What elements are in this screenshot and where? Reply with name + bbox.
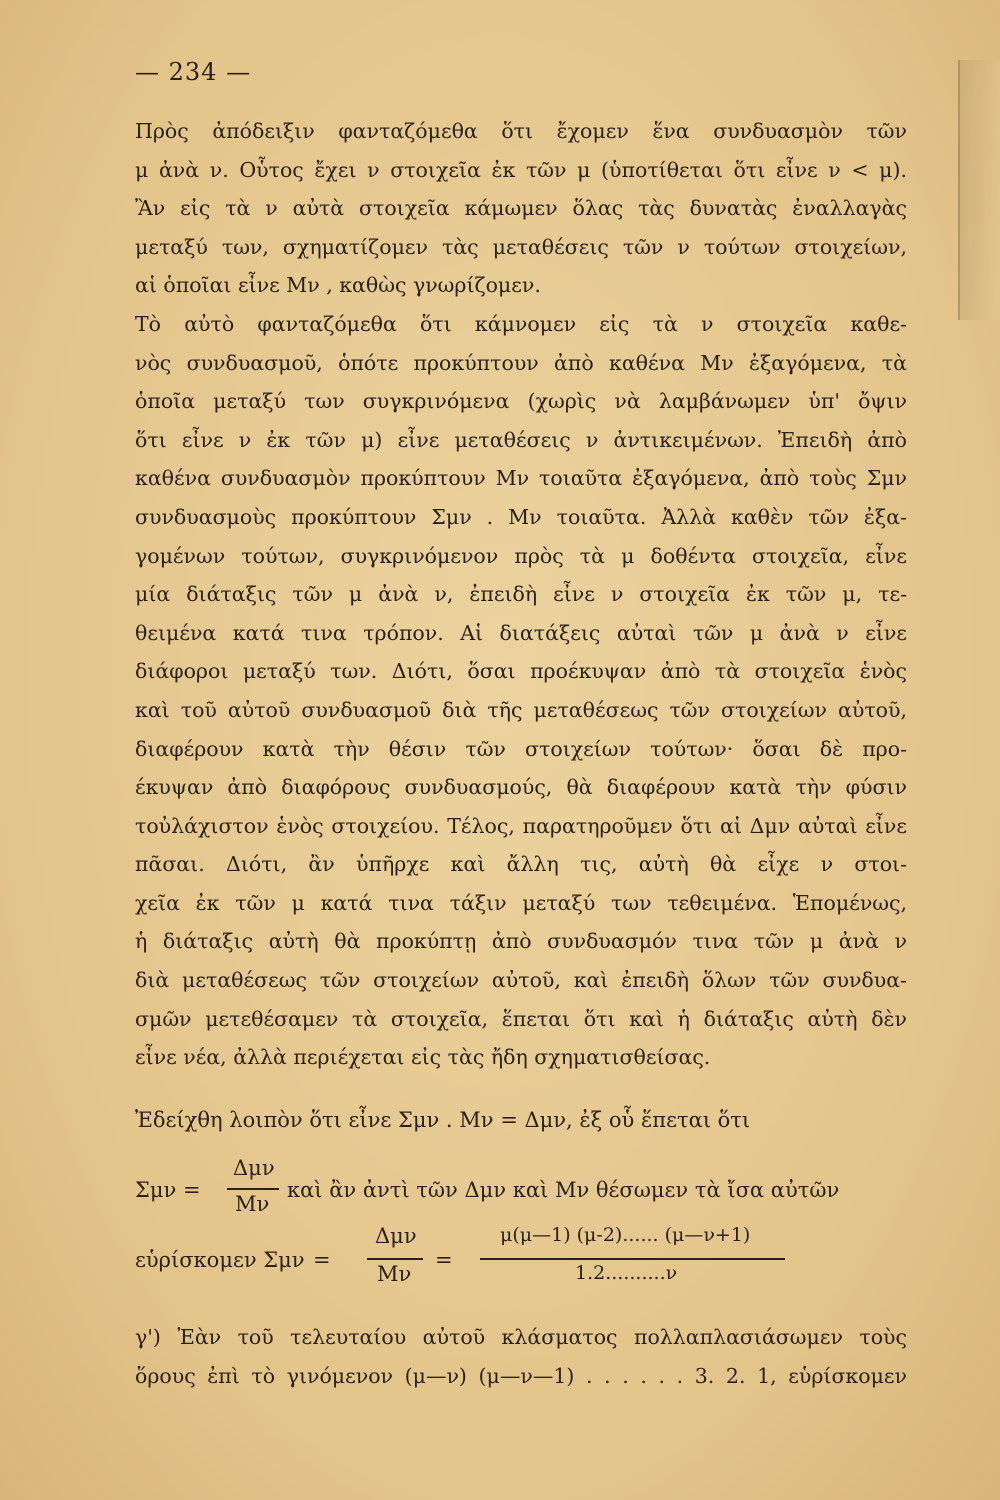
text-line: έκυψαν ἀπὸ διαφόρους συνδυασμούς, θὰ διαφέρουν κατὰ τὴν φύσιν — [135, 775, 907, 800]
page-crease — [958, 60, 1000, 320]
text-line: αἱ ὁποῖαι εἶνε Mν , καθὼς γνωρίζομεν. — [135, 273, 541, 298]
fraction-bar — [367, 1258, 423, 1260]
text-line: εἶνε νέα, ἀλλὰ περιέχεται εἰς τὰς ἤδη σχηματισθείσας. — [135, 1045, 711, 1070]
eq-denominator: Mν — [377, 1262, 412, 1286]
text-line: μία διάταξις τῶν μ ἀνὰ ν, ἐπειδὴ εἶνε ν στοιχεῖα ἐκ τῶν μ, τε- — [135, 582, 907, 607]
text-line: ὁποῖα μεταξύ των συγκρινόμενα (χωρὶς νὰ λαμβάνωμεν ὑπ' ὄψιν — [135, 389, 907, 414]
text-line: θειμένα κατά τινα τρόπον. Αἱ διατάξεις αὐταὶ τῶν μ ἀνὰ ν εἶνε — [135, 620, 907, 645]
equation-statement: Ἐδείχθη λοιπὸν ὅτι εἶνε Σμν . Mν = Δμν, ἐξ οὗ ἕπεται ὅτι — [135, 1108, 751, 1132]
text-line: γομένων τούτων, συγκρινόμενον πρὸς τὰ μ δοθέντα στοιχεῖα, εἶνε — [135, 543, 907, 568]
text-line: σμῶν μετεθέσαμεν τὰ στοιχεῖα, ἕπεται ὅτι καὶ ἡ διάταξις αὐτὴ δὲν — [135, 1006, 907, 1031]
text-line: διάφοροι μεταξύ των. Διότι, ὅσαι προέκυψαν ἀπὸ τὰ στοιχεῖα ἑνὸς — [135, 659, 907, 684]
text-line: χεῖα ἐκ τῶν μ κατά τινα τάξιν μεταξύ των τεθειμένα. Ἑπομένως, — [135, 890, 907, 915]
eq-sign: = — [183, 1178, 201, 1202]
text-line: νὸς συνδυασμοῦ, ὁπότε προκύπτουν ἀπὸ καθένα Mν ἐξαγόμενα, τὰ — [135, 350, 907, 375]
text-line: διὰ μεταθέσεως τῶν στοιχείων αὐτοῦ, καὶ ἐπειδὴ ὅλων τῶν συνδυα- — [135, 968, 907, 993]
main-text — [135, 112, 907, 1077]
eq-numerator: μ(μ—1) (μ-2)...... (μ—ν+1) — [500, 1224, 751, 1246]
text-line: διαφέρουν κατὰ τὴν θέσιν τῶν στοιχείων τούτων· ὅσαι δὲ προ- — [135, 736, 907, 761]
text-line: συνδυασμοὺς προκύπτουν Σμν . Mν τοιαῦτα. Ἀλλὰ καθὲν τῶν ἐξα- — [135, 504, 907, 529]
page-number: — 234 — — [135, 58, 252, 86]
eq-sign: = — [313, 1248, 331, 1272]
text-line: τοὐλάχιστον ἑνὸς στοιχείου. Τέλος, παρατηροῦμεν ὅτι αἱ Δμν αὐταὶ εἶνε — [135, 813, 907, 838]
eq-prefix: εὑρίσκομεν Σμν — [135, 1248, 305, 1272]
text-line: πᾶσαι. Διότι, ἂν ὑπῆρχε καὶ ἄλλη τις, αὐτὴ θὰ εἶχε ν στοι- — [135, 852, 907, 877]
eq-numerator: Δμν — [375, 1224, 417, 1248]
text-line: Τὸ αὐτὸ φανταζόμεθα ὅτι κάμνομεν εἰς τὰ ν στοιχεῖα καθε- — [135, 311, 907, 336]
text-line: γ') Ἐὰν τοῦ τελευταίου αὐτοῦ κλάσματος πολλαπλασιάσωμεν τοὺς — [135, 1325, 907, 1349]
text-line: μεταξύ των, σχηματίζομεν τὰς μεταθέσεις τῶν ν τούτων στοιχείων, — [135, 234, 907, 259]
eq-sign: = — [435, 1248, 453, 1272]
text-line: Ἂν εἰς τὰ ν αὐτὰ στοιχεῖα κάμωμεν ὅλας τὰς δυνατὰς ἐναλλαγὰς — [135, 196, 907, 221]
eq-numerator: Δμν — [233, 1156, 275, 1180]
eq-lhs: Σμν — [135, 1178, 177, 1202]
text-line: καθένα συνδυασμὸν προκύπτουν Mν τοιαῦτα ἐξαγόμενα, ἀπὸ τοὺς Σμν — [135, 466, 907, 491]
text-line: μ ἀνὰ ν. Οὗτος ἔχει ν στοιχεῖα ἐκ τῶν μ (ὑποτίθεται ὅτι εἶνε ν < μ). — [135, 157, 907, 182]
text-line: ὅρους ἐπὶ τὸ γινόμενον (μ—ν) (μ—ν—1) . . . . . . 3. 2. 1, εὑρίσκομεν — [135, 1363, 907, 1388]
text-line: ἡ διάταξις αὐτὴ θὰ προκύπτῃ ἀπὸ συνδυασμόν τινα τῶν μ ἀνὰ ν — [135, 929, 907, 954]
fraction-bar — [480, 1258, 785, 1260]
closing-text — [135, 1318, 907, 1395]
eq-text: καὶ ἂν ἀντὶ τῶν Δμν καὶ Mν θέσωμεν τὰ ἴσα αὐτῶν — [287, 1178, 840, 1202]
text-line: ὅτι εἶνε ν ἐκ τῶν μ) εἶνε μεταθέσεις ν ἀντικειμένων. Ἐπειδὴ ἀπὸ — [135, 427, 907, 452]
text-line: Πρὸς ἀπόδειξιν φανταζόμεθα ὅτι ἔχομεν ἕνα συνδυασμὸν τῶν — [135, 119, 907, 143]
text-line: καὶ τοῦ αὐτοῦ συνδυασμοῦ διὰ τῆς μεταθέσεως τῶν στοιχείων αὐτοῦ, — [135, 697, 907, 722]
eq-denominator: Mν — [235, 1192, 270, 1216]
eq-denominator: 1.2..........ν — [575, 1262, 678, 1284]
fraction-bar — [227, 1188, 279, 1190]
